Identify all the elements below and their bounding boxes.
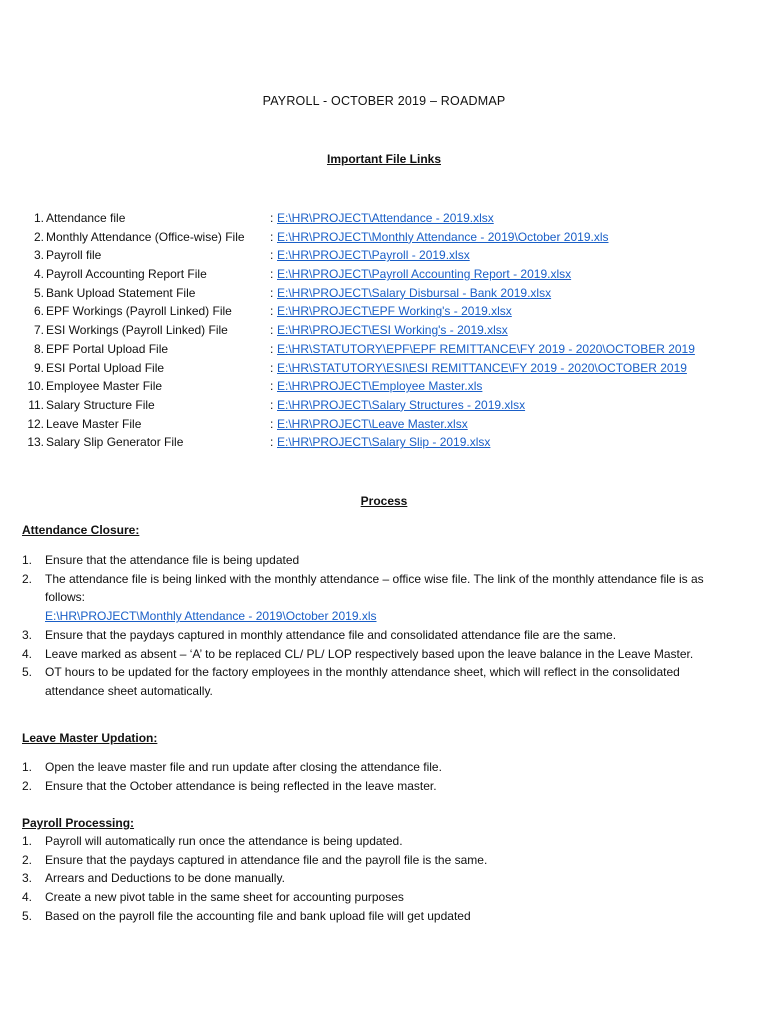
step-text: Payroll will automatically run once the attendance is being updated. (45, 834, 403, 848)
process-step (22, 907, 742, 926)
process-step (22, 888, 742, 907)
process-step (22, 663, 742, 700)
attendance-closure-section (22, 521, 742, 701)
step-number: 2. (22, 778, 33, 793)
process-step (22, 645, 742, 664)
step-number: 1. (22, 760, 33, 774)
file-number: 12. (27, 416, 44, 431)
step-text: Ensure that the paydays captured in attendance file and the payroll file is the same. (45, 852, 488, 867)
file-separator: : (270, 360, 274, 375)
file-name: Monthly Attendance (Office-wise) File (46, 229, 245, 244)
file-separator: : (270, 435, 274, 450)
file-separator: : (270, 267, 274, 282)
leave-master-list (22, 758, 742, 795)
file-name: ESI Portal Upload File (46, 360, 165, 375)
step-text: The attendance file is being linked with the monthly attendance – office wise file. The link of the monthly attendance file is as follows: (45, 571, 704, 605)
file-path-link[interactable]: E:\HR\PROJECT\Monthly Attendance - 2019\October 2019.xls (277, 229, 609, 244)
leave-master-heading: Leave Master Updation: (22, 731, 158, 745)
file-separator: : (270, 379, 274, 394)
process-step (22, 570, 742, 626)
step-text: Ensure that the October attendance is being reflected in the leave master. (45, 778, 437, 793)
file-name: EPF Portal Upload File (46, 341, 169, 356)
file-name: Attendance file (46, 211, 126, 225)
file-path-link[interactable]: E:\HR\PROJECT\Salary Structures - 2019.xlsx (277, 397, 526, 412)
file-number: 1. (33, 211, 44, 225)
process-heading: Process (360, 494, 408, 508)
process-step (22, 551, 742, 570)
file-path-link[interactable]: E:\HR\PROJECT\Attendance - 2019.xlsx (277, 211, 494, 225)
step-number: 5. (22, 665, 33, 680)
file-path-link[interactable]: E:\HR\PROJECT\Salary Slip - 2019.xlsx (277, 435, 491, 450)
attendance-closure-heading: Attendance Closure: (22, 523, 140, 537)
step-number: 1. (22, 553, 33, 567)
file-separator: : (270, 397, 274, 412)
leave-master-section (22, 729, 742, 795)
file-path-link[interactable]: E:\HR\PROJECT\EPF Working's - 2019.xlsx (277, 304, 512, 319)
file-links-heading: Important File Links (326, 152, 441, 166)
payroll-processing-section (22, 814, 742, 926)
file-path-link[interactable]: E:\HR\PROJECT\Employee Master.xls (277, 379, 483, 394)
file-number: 5. (33, 285, 44, 300)
file-separator: : (270, 248, 274, 263)
file-path-link[interactable]: E:\HR\PROJECT\Payroll - 2019.xlsx (277, 248, 470, 263)
file-separator: : (270, 229, 274, 244)
file-number: 10. (27, 379, 44, 394)
file-separator: : (270, 323, 274, 338)
file-number: 11. (28, 397, 44, 412)
file-path-link[interactable]: E:\HR\STATUTORY\EPF\EPF REMITTANCE\FY 2019 - 2020\OCTOBER 2019 (277, 341, 695, 356)
process-step (22, 851, 742, 870)
file-separator: : (270, 285, 274, 300)
monthly-attendance-link[interactable]: E:\HR\PROJECT\Monthly Attendance - 2019\October 2019.xls (45, 609, 377, 624)
file-path-link[interactable]: E:\HR\STATUTORY\ESI\ESI REMITTANCE\FY 2019 - 2020\OCTOBER 2019 (277, 360, 687, 375)
file-number: 7. (33, 323, 44, 338)
file-separator: : (270, 341, 274, 356)
file-name: Payroll file (46, 248, 102, 263)
file-number: 6. (33, 304, 44, 319)
payroll-processing-heading: Payroll Processing: (22, 816, 135, 830)
step-text: Ensure that the attendance file is being updated (45, 553, 300, 567)
file-name: ESI Workings (Payroll Linked) File (46, 323, 228, 338)
step-number: 3. (22, 871, 33, 886)
step-number: 1. (22, 834, 33, 848)
file-name: Salary Slip Generator File (46, 435, 184, 450)
step-text: Based on the payroll file the accounting file and bank upload file will get updated (45, 908, 471, 923)
step-text: Create a new pivot table in the same sheet for accounting purposes (45, 890, 404, 905)
step-text: Ensure that the paydays captured in monthly attendance file and consolidated attendance file are the same. (45, 627, 617, 642)
step-number: 3. (22, 627, 33, 642)
file-path-link[interactable]: E:\HR\PROJECT\Payroll Accounting Report - 2019.xlsx (277, 267, 572, 282)
file-path-link[interactable]: E:\HR\PROJECT\Leave Master.xlsx (277, 416, 468, 431)
step-text: Leave marked as absent – ‘A’ to be replaced CL/ PL/ LOP respectively based upon the leave balance in the Leave Master. (45, 646, 694, 661)
step-number: 2. (22, 571, 33, 586)
step-text: Open the leave master file and run update after closing the attendance file. (45, 760, 442, 774)
payroll-processing-list (22, 832, 742, 926)
file-name: Payroll Accounting Report File (46, 267, 207, 282)
file-path-link[interactable]: E:\HR\PROJECT\ESI Working's - 2019.xlsx (277, 323, 508, 338)
step-number: 2. (22, 852, 33, 867)
file-name: Leave Master File (46, 416, 142, 431)
file-name: Salary Structure File (46, 397, 155, 412)
file-number: 9. (33, 360, 44, 375)
file-separator: : (270, 304, 274, 319)
attendance-closure-list (22, 551, 742, 701)
process-step (22, 869, 742, 888)
process-step (22, 626, 742, 645)
file-number: 2. (33, 229, 44, 244)
file-separator: : (270, 211, 274, 225)
step-number: 5. (22, 908, 33, 923)
file-number: 13. (27, 435, 44, 450)
process-step (22, 758, 742, 777)
process-step (22, 832, 742, 851)
document-title: PAYROLL - OCTOBER 2019 – ROADMAP (262, 94, 506, 108)
file-separator: : (270, 416, 274, 431)
file-number: 8. (33, 341, 44, 356)
file-path-link[interactable]: E:\HR\PROJECT\Salary Disbursal - Bank 2019.xlsx (277, 285, 552, 300)
file-number: 3. (33, 248, 44, 263)
step-text: OT hours to be updated for the factory employees in the monthly attendance sheet, which will reflect in the consolidated attendance sheet automatically. (45, 665, 680, 698)
file-number: 4. (33, 267, 44, 282)
step-number: 4. (22, 646, 33, 661)
step-text: Arrears and Deductions to be done manually. (45, 871, 285, 886)
file-name: Employee Master File (46, 379, 163, 394)
step-number: 4. (22, 890, 33, 905)
file-name: EPF Workings (Payroll Linked) File (46, 304, 232, 319)
process-step (22, 777, 742, 796)
file-name: Bank Upload Statement File (46, 285, 196, 300)
